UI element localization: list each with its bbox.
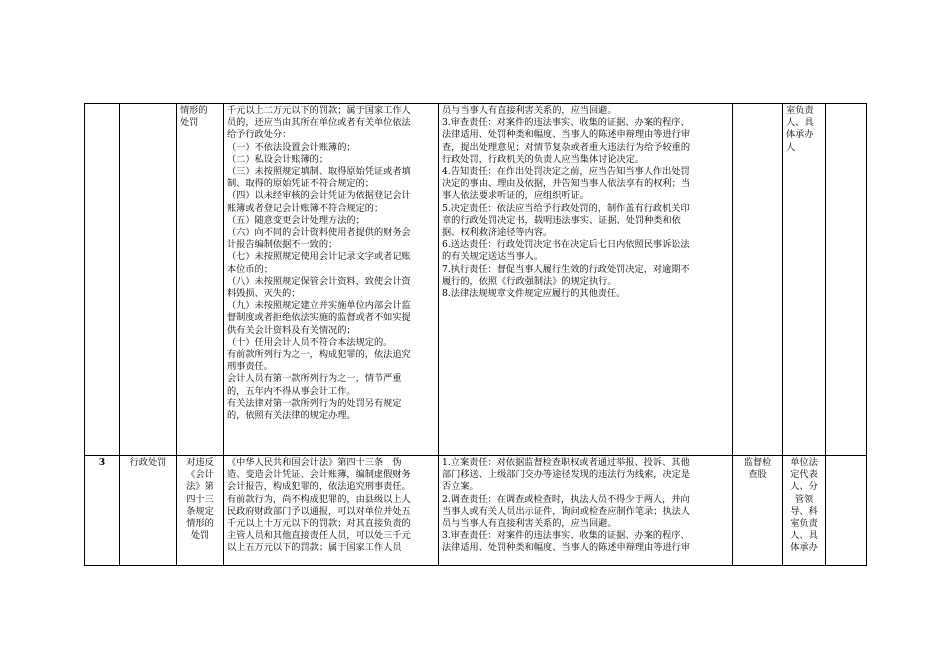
remark-cell xyxy=(826,456,867,566)
table-row xyxy=(85,456,867,566)
responsible-subject-line: 体承办 xyxy=(790,542,818,554)
legal-basis-line: （六）向不同的会计资料使用者提供的财务会 xyxy=(227,227,411,239)
responsibility-line: 6.送达责任：行政处罚决定书在决定后七日内依照民事诉讼法 xyxy=(442,239,690,251)
legal-basis-line: （七）未按照规定使用会计记录文字或者记账 xyxy=(227,251,411,263)
legal-basis-line: 料毁损、灭失的； xyxy=(227,288,301,300)
item-name-cell xyxy=(177,104,224,456)
item-name-line: 处罚 xyxy=(190,530,210,542)
responsibility-line: 3.审查责任：对案件的违法事实、收集的证据、办案的程序、 xyxy=(442,117,690,129)
responsible-subject-line: 人 xyxy=(786,141,796,153)
responsible-subject-line: 室负责 xyxy=(790,518,818,530)
legal-basis-line: 的，依照有关法律的规定办理。 xyxy=(227,410,356,422)
legal-basis-line: 千元以上十万元以下的罚款；对其直接负责的 xyxy=(227,518,411,530)
legal-basis-line: 以上五万元以下的罚款；属于国家工作人员 xyxy=(227,542,402,554)
department-line: 查股 xyxy=(748,469,767,481)
responsible-subject-line: 定代表 xyxy=(790,469,818,481)
legal-basis-line: （九）未按照规定建立并实施单位内部会计监 xyxy=(227,300,411,312)
responsibility-line: 1.立案责任：对依据监督检查职权或者通过举报、投诉、其他 xyxy=(442,457,690,468)
responsibility-line: 4.告知责任：在作出处罚决定之前，应当告知当事人作出处罚 xyxy=(442,166,690,178)
department-line: 监督检 xyxy=(743,457,772,468)
legal-basis-line: 主管人员和其他直接责任人员，可以处三千元 xyxy=(227,530,411,542)
legal-basis-line: 的，五年内不得从事会计工作。 xyxy=(227,385,356,397)
item-name-line: 情形的 xyxy=(186,518,214,530)
responsibility-line: 2.调查责任：在调查或检查时，执法人员不得少于两人，并向 xyxy=(442,493,690,505)
responsibility-line: 7.执行责任：督促当事人履行生效的行政处罚决定，对逾期不 xyxy=(442,263,690,275)
legal-basis-line: 有前款所列行为之一，构成犯罪的，依法追究 xyxy=(227,349,411,361)
legal-basis-line: 《中华人民共和国会计法》第四十三条 伪 xyxy=(227,457,402,468)
table-row xyxy=(85,104,867,456)
responsibility-line: 法律适用、处罚种类和幅度、当事人的陈述申辩理由等进行审 xyxy=(442,129,691,141)
responsible-subject-line: 室负责 xyxy=(786,105,814,116)
item-name-line: 对违反 xyxy=(186,457,214,468)
responsibility-line: 3.审查责任：对案件的违法事实、收集的证据、办案的程序、 xyxy=(442,530,690,542)
responsibility-line: 的有关规定送达当事人。 xyxy=(442,251,544,263)
row-number-cell xyxy=(85,104,120,456)
accountability-table xyxy=(84,103,867,566)
responsibility-line: 决定的事由、理由及依据，并告知当事人依法享有的权利；当 xyxy=(442,178,691,190)
responsibility-line: 8.法律法规规章文件规定应履行的其他责任。 xyxy=(442,288,626,300)
responsibility-line: 部门移送、上级部门交办等途径发现的违法行为线索，决定是 xyxy=(442,469,691,481)
legal-basis-line: 制、取得的原始凭证不符合规定的； xyxy=(227,178,374,190)
legal-basis-line: 给予行政处分： xyxy=(227,129,292,141)
legal-basis-line: （十）任用会计人员不符合本法规定的。 xyxy=(227,336,393,348)
responsibility-cell xyxy=(439,456,733,566)
responsibility-line: 员与当事人有直接利害关系的，应当回避。 xyxy=(442,518,617,530)
responsible-subject-line: 人、具 xyxy=(790,530,818,542)
responsibility-line: 当事人或有关人员出示证件，询问或检查应制作笔录；执法人 xyxy=(442,505,691,517)
legal-basis-line: 会计人员有第一款所列行为之一，情节严重 xyxy=(227,373,402,385)
item-name-line: 处罚 xyxy=(180,117,199,129)
row-number-cell: 3 xyxy=(85,456,120,566)
legal-basis-line: 有前款行为，尚不构成犯罪的，由县级以上人 xyxy=(227,493,411,505)
responsibility-line: 行政处罚，行政机关的负责人应当集体讨论决定。 xyxy=(442,153,645,165)
responsibility-line: 否立案。 xyxy=(442,481,479,493)
responsible-subject-line: 体承办 xyxy=(786,129,814,141)
legal-basis-line: 员的，还应当由其所在单位或者有关单位依法 xyxy=(227,117,411,129)
responsible-subject-line: 管领 xyxy=(794,493,814,505)
item-name-line: 《会计 xyxy=(186,469,214,481)
legal-basis-line: 本位币的； xyxy=(227,263,273,275)
item-name-line: 法》第 xyxy=(186,481,214,493)
legal-basis-line: 有关法律对第一款所列行为的处罚另有规定 xyxy=(227,397,402,409)
responsibility-line: 据、权利救济途径等内容。 xyxy=(442,227,553,239)
legal-basis-line: 供有关会计资料及有关情况的； xyxy=(227,324,356,336)
legal-basis-line: （八）未按照规定保管会计资料，致使会计资 xyxy=(227,275,411,287)
legal-basis-line: 民政府财政部门予以通报，可以对单位并处五 xyxy=(227,505,411,517)
legal-basis-line: 刑事责任。 xyxy=(227,361,273,373)
responsible-subject-line: 人、具 xyxy=(786,117,814,129)
category-cell: 行政处罚 xyxy=(120,456,177,566)
legal-basis-line: 督制度或者拒绝依法实施的监督或者不如实提 xyxy=(227,312,411,324)
remark-cell xyxy=(826,104,867,456)
responsibility-line: 事人依法要求听证的，应组织听证。 xyxy=(442,190,589,202)
category-cell xyxy=(120,104,177,456)
department-cell xyxy=(733,104,783,456)
legal-basis-line: （五）随意变更会计处理方法的； xyxy=(227,214,365,226)
legal-basis-line: 造、变造会计凭证、会计账簿，编制虚假财务 xyxy=(227,469,411,481)
responsibility-line: 员与当事人有直接利害关系的，应当回避。 xyxy=(442,105,617,116)
legal-basis-line: 会计报告，构成犯罪的，依法追究刑事责任。 xyxy=(227,481,411,493)
responsible-subject-line: 导、科 xyxy=(790,505,818,517)
legal-basis-line: 账簿或者登记会计账簿不符合规定的； xyxy=(227,202,384,214)
responsibility-line: 法律适用、处罚种类和幅度、当事人的陈述申辩理由等进行审 xyxy=(442,542,691,554)
responsibility-line: 查，提出处理意见；对情节复杂或者重大违法行为给予较重的 xyxy=(442,141,691,153)
responsible-subject-cell xyxy=(783,104,826,456)
responsibility-line: 章的行政处罚决定书，载明违法事实、证据、处罚种类和依 xyxy=(442,214,681,226)
responsible-subject-cell xyxy=(783,456,826,566)
legal-basis-line: 千元以上二万元以下的罚款；属于国家工作人 xyxy=(227,105,411,116)
responsibility-line: 5.决定责任：依法应当给予行政处罚的，制作盖有行政机关印 xyxy=(442,202,690,214)
department-cell xyxy=(733,456,783,566)
legal-basis-line: 计报告编制依据不一致的； xyxy=(227,239,338,251)
item-name-cell xyxy=(177,456,224,566)
legal-basis-line: （二）私设会计账簿的； xyxy=(227,153,329,165)
legal-basis-line: （四）以未经审核的会计凭证为依据登记会计 xyxy=(227,190,411,202)
item-name-line: 情形的 xyxy=(180,105,208,116)
legal-basis-line: （三）未按照规定填制、取得原始凭证或者填 xyxy=(227,166,411,178)
responsibility-cell xyxy=(439,104,733,456)
item-name-line: 条规定 xyxy=(186,505,214,517)
legal-basis-cell xyxy=(224,456,439,566)
legal-basis-cell xyxy=(224,104,439,456)
item-name-line: 四十三 xyxy=(186,493,214,505)
responsible-subject-line: 人、分 xyxy=(790,481,818,493)
responsibility-line: 履行的，依照《行政强制法》的规定执行。 xyxy=(442,275,617,287)
responsible-subject-line: 单位法 xyxy=(790,457,818,468)
legal-basis-line: （一）不依法设置会计账簿的； xyxy=(227,141,356,153)
